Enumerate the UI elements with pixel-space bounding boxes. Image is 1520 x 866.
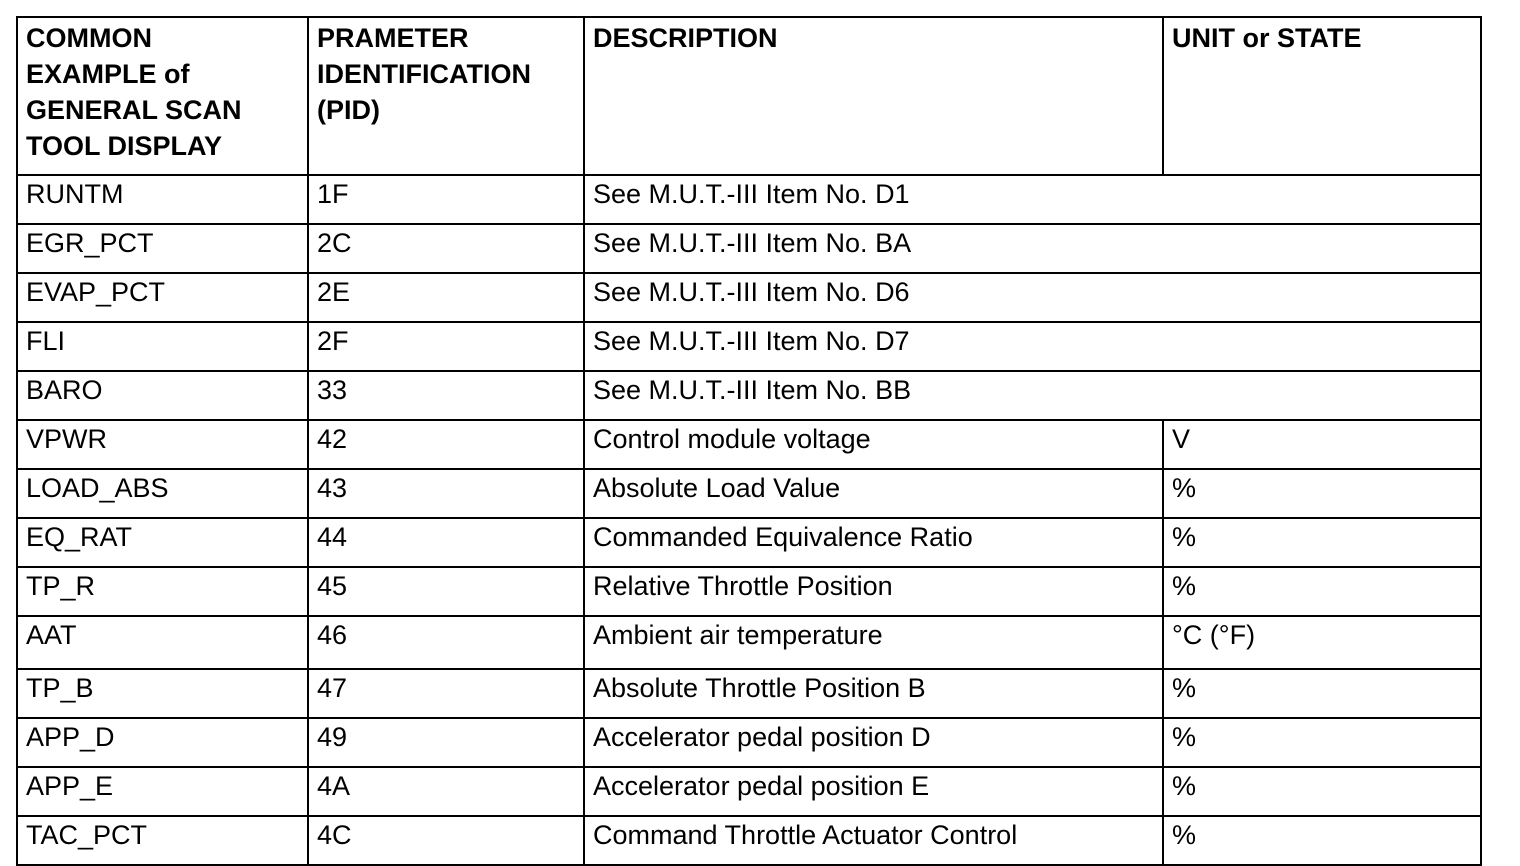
table-row: [17, 616, 1481, 669]
description-cell: See M.U.T.-III Item No. D7: [584, 322, 1481, 371]
display-cell: RUNTM: [17, 175, 308, 224]
description-cell: Absolute Load Value: [584, 469, 1163, 518]
pid-cell: 44: [308, 518, 584, 567]
description-cell: See M.U.T.-III Item No. D1: [584, 175, 1481, 224]
header-cell-description: [584, 17, 1163, 175]
header-cell-pid: [308, 17, 584, 175]
pid-cell: 2F: [308, 322, 584, 371]
display-cell: EVAP_PCT: [17, 273, 308, 322]
description-cell: Command Throttle Actuator Control: [584, 816, 1163, 865]
table-row: [17, 273, 1481, 322]
display-cell: FLI: [17, 322, 308, 371]
table-row: [17, 469, 1481, 518]
pid-cell: 45: [308, 567, 584, 616]
header-cell-display: [17, 17, 308, 175]
pid-cell: 43: [308, 469, 584, 518]
table-row: [17, 518, 1481, 567]
description-cell: Commanded Equivalence Ratio: [584, 518, 1163, 567]
unit-cell: °C (°F): [1163, 616, 1481, 669]
pid-cell: 47: [308, 669, 584, 718]
display-cell: APP_E: [17, 767, 308, 816]
display-cell: APP_D: [17, 718, 308, 767]
table-row: [17, 322, 1481, 371]
table-row: [17, 718, 1481, 767]
pid-cell: 4C: [308, 816, 584, 865]
display-cell: LOAD_ABS: [17, 469, 308, 518]
description-cell: Accelerator pedal position D: [584, 718, 1163, 767]
display-cell: TP_B: [17, 669, 308, 718]
pid-cell: 42: [308, 420, 584, 469]
description-cell: Absolute Throttle Position B: [584, 669, 1163, 718]
display-cell: EQ_RAT: [17, 518, 308, 567]
table-row: [17, 371, 1481, 420]
table-row: [17, 224, 1481, 273]
pid-cell: 2E: [308, 273, 584, 322]
description-cell: See M.U.T.-III Item No. BA: [584, 224, 1481, 273]
display-cell: EGR_PCT: [17, 224, 308, 273]
table-header-row: [17, 17, 1481, 175]
unit-cell: %: [1163, 469, 1481, 518]
table-row: [17, 420, 1481, 469]
unit-cell: %: [1163, 767, 1481, 816]
description-cell: See M.U.T.-III Item No. D6: [584, 273, 1481, 322]
table-row: [17, 175, 1481, 224]
unit-cell: %: [1163, 669, 1481, 718]
pid-cell: 33: [308, 371, 584, 420]
display-cell: TAC_PCT: [17, 816, 308, 865]
table-row: [17, 816, 1481, 865]
unit-cell: %: [1163, 816, 1481, 865]
table-row: [17, 567, 1481, 616]
display-cell: VPWR: [17, 420, 308, 469]
pid-table: [16, 16, 1482, 866]
unit-cell: V: [1163, 420, 1481, 469]
table-row: [17, 669, 1481, 718]
unit-cell: %: [1163, 567, 1481, 616]
pid-cell: 2C: [308, 224, 584, 273]
pid-cell: 4A: [308, 767, 584, 816]
header-display-label: COMMON EXAMPLE of GENERAL SCAN TOOL DISPLAY: [26, 23, 242, 161]
display-cell: BARO: [17, 371, 308, 420]
pid-cell: 46: [308, 616, 584, 669]
header-unit-label: UNIT or STATE: [1172, 23, 1362, 53]
description-cell: Control module voltage: [584, 420, 1163, 469]
display-cell: AAT: [17, 616, 308, 669]
header-cell-unit: [1163, 17, 1481, 175]
unit-cell: %: [1163, 718, 1481, 767]
table-row: [17, 767, 1481, 816]
header-description-label: DESCRIPTION: [593, 23, 778, 53]
description-cell: Relative Throttle Position: [584, 567, 1163, 616]
pid-cell: 1F: [308, 175, 584, 224]
unit-cell: %: [1163, 518, 1481, 567]
description-cell: Ambient air temperature: [584, 616, 1163, 669]
description-cell: Accelerator pedal position E: [584, 767, 1163, 816]
header-pid-label: PRAMETER IDENTIFICATION (PID): [317, 23, 531, 125]
display-cell: TP_R: [17, 567, 308, 616]
pid-cell: 49: [308, 718, 584, 767]
description-cell: See M.U.T.-III Item No. BB: [584, 371, 1481, 420]
